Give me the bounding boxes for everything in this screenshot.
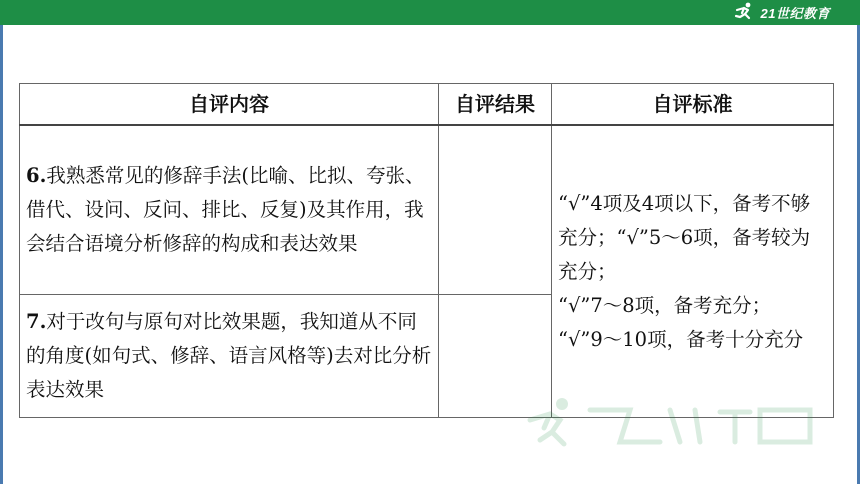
row-number: 7. — [26, 310, 47, 333]
row-number: 6. — [26, 164, 47, 187]
table-row — [20, 125, 834, 295]
row-6-content — [20, 125, 439, 295]
row-6-result-cell[interactable] — [439, 125, 552, 295]
row-text: 我熟悉常见的修辞手法(比喻、比拟、夸张、借代、设问、反问、排比、反复)及其作用，我会结合语境分析修辞的构成和表达效果 — [26, 164, 425, 255]
top-banner — [0, 0, 860, 25]
standard-cell — [552, 125, 834, 418]
standard-line: “√”7～8项，备考充分； — [558, 293, 772, 317]
header-content: 自评内容 — [20, 84, 439, 126]
runner-icon — [733, 2, 757, 22]
row-7-result-cell[interactable] — [439, 295, 552, 418]
row-text: 对于改句与原句对比效果题，我知道从不同的角度(如句式、修辞、语言风格等)去对比分析表达效果 — [26, 310, 432, 401]
standard-line: “√”9～10项，备考十分充分 — [558, 327, 804, 351]
self-evaluation-table — [19, 83, 834, 418]
header-standard: 自评标准 — [552, 84, 834, 126]
header-result: 自评结果 — [439, 84, 552, 126]
standard-line: “√”4项及4项以下，备考不够充分；“√”5～6项，备考较为充分； — [558, 191, 811, 283]
table-header-row — [20, 84, 834, 126]
row-7-content — [20, 295, 439, 418]
logo-text: 21世纪教育 — [760, 5, 830, 21]
brand-logo — [733, 2, 830, 22]
